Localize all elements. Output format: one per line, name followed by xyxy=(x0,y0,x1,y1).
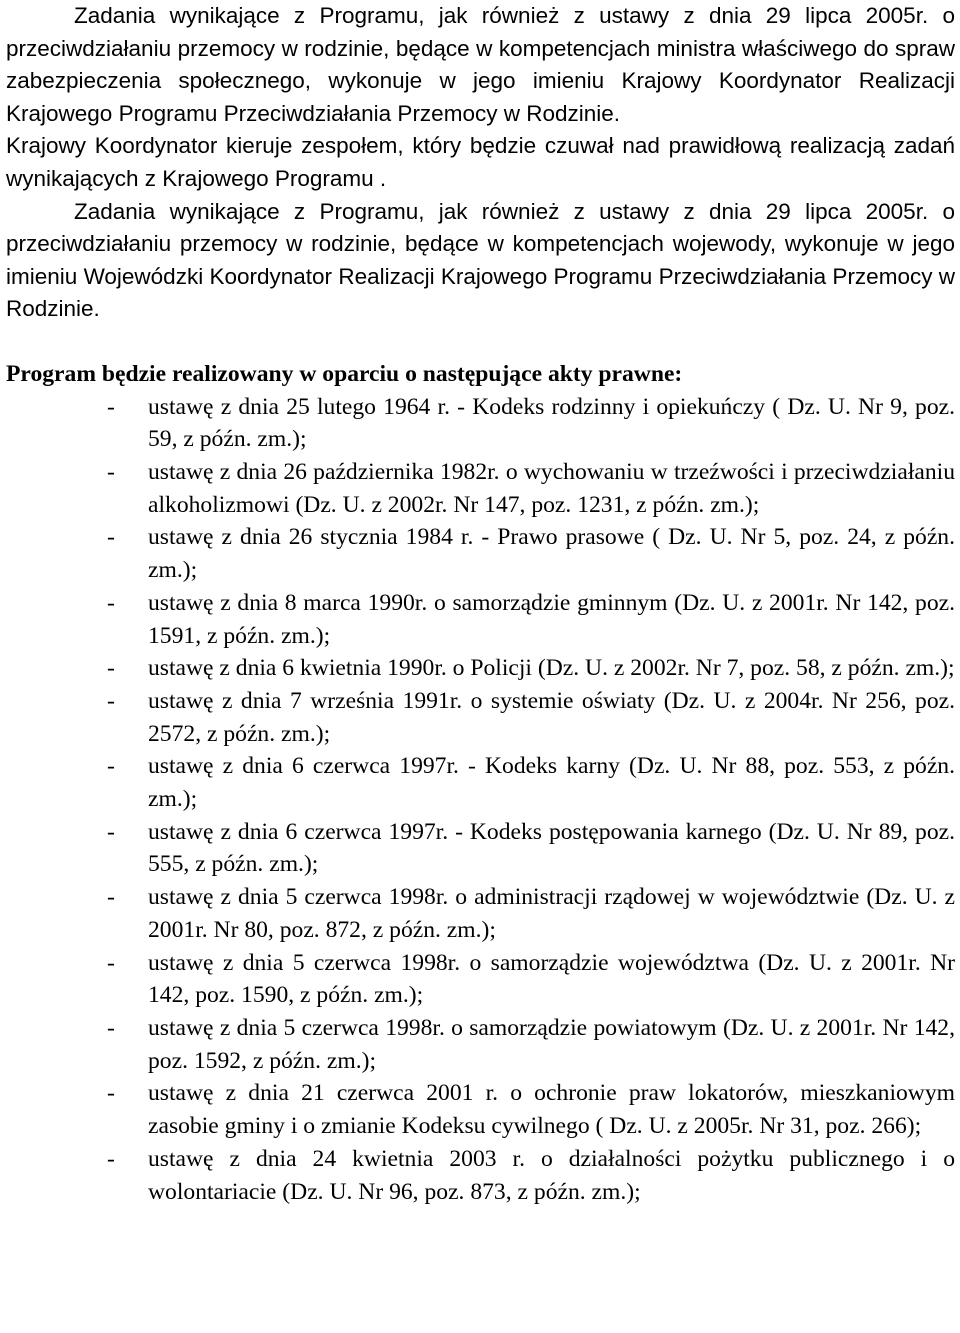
list-item xyxy=(6,652,955,685)
list-bullet: - xyxy=(107,949,115,976)
list-item-text: ustawę z dnia 5 czerwca 1998r. o samorządzie województwa (Dz. U. z 2001r. Nr 142, poz. 1590, z późn. zm.); xyxy=(148,949,955,1009)
list-item xyxy=(6,587,955,652)
list-item xyxy=(6,1012,955,1077)
list-bullet: - xyxy=(107,753,115,780)
document-page xyxy=(6,0,955,1208)
list-bullet: - xyxy=(107,1145,115,1172)
list-item xyxy=(6,685,955,750)
legal-acts-list xyxy=(6,391,955,1209)
list-bullet: - xyxy=(107,884,115,911)
list-bullet: - xyxy=(107,459,115,486)
list-item-text: ustawę z dnia 5 czerwca 1998r. o samorządzie powiatowym (Dz. U. z 2001r. Nr 142, poz. 1592, z późn. zm.); xyxy=(148,1015,955,1074)
list-item xyxy=(6,1143,955,1208)
paragraph-ministry-tasks: Zadania wynikające z Programu, jak również z ustawy z dnia 29 lipca 2005r. o przeciwdziałaniu przemocy w rodzinie, będące w kompetencjach ministra właściwego do spraw zabezpieczenia społecznego, wykonuje w jego imieniu Krajowy Koordynator Realizacji Krajowego Programu Przeciwdziałania Przemocy w Rodzinie. xyxy=(6,3,955,126)
list-item-text: ustawę z dnia 5 czerwca 1998r. o administracji rządowej w województwie (Dz. U. z 2001r. Nr 80, poz. 872, z późn. zm.); xyxy=(148,884,955,943)
list-item-text: ustawę z dnia 26 października 1982r. o wychowaniu w trzeźwości i przeciwdziałaniu alkoholizmowi (Dz. U. z 2002r. Nr 147, poz. 1231, z późn. zm.); xyxy=(148,459,955,518)
list-item-text: ustawę z dnia 25 lutego 1964 r. - Kodeks rodzinny i opiekuńczy ( Dz. U. Nr 9, poz. 59, z późn. zm.); xyxy=(148,393,955,453)
list-item xyxy=(6,521,955,586)
list-bullet: - xyxy=(107,524,115,551)
list-bullet: - xyxy=(107,687,115,714)
list-item-text: ustawę z dnia 24 kwietnia 2003 r. o działalności pożytku publicznego i o wolontariacie (Dz. U. Nr 96, poz. 873, z późn. zm.); xyxy=(148,1145,955,1205)
list-bullet: - xyxy=(107,1080,115,1107)
list-item xyxy=(6,881,955,946)
list-item-text: ustawę z dnia 7 września 1991r. o systemie oświaty (Dz. U. z 2004r. Nr 256, poz. 2572, z późn. zm.); xyxy=(148,687,955,747)
list-bullet: - xyxy=(107,1015,115,1041)
list-bullet: - xyxy=(107,818,115,845)
list-item xyxy=(6,816,955,881)
list-item-text: ustawę z dnia 26 stycznia 1984 r. - Prawo prasowe ( Dz. U. Nr 5, poz. 24, z późn. zm.); xyxy=(148,524,955,584)
list-item-text: ustawę z dnia 21 czerwca 2001 r. o ochronie praw lokatorów, mieszkaniowym zasobie gminy i o zmianie Kodeksu cywilnego ( Dz. U. z 2005r. Nr 31, poz. 266); xyxy=(148,1080,955,1140)
list-item xyxy=(6,750,955,815)
paragraph-voivode-tasks: Zadania wynikające z Programu, jak również z ustawy z dnia 29 lipca 2005r. o przeciwdziałaniu przemocy w rodzinie, będące w kompetencjach wojewody, wykonuje w jego imieniu Wojewódzki Koordynator Realizacji Krajowego Programu Przeciwdziałania Przemocy w Rodzinie. xyxy=(6,198,955,322)
list-bullet: - xyxy=(107,393,115,420)
list-item-text: ustawę z dnia 6 czerwca 1997r. - Kodeks postępowania karnego (Dz. U. Nr 89, poz. 555, z późn. zm.); xyxy=(148,818,955,878)
section-spacer xyxy=(6,326,955,358)
list-item xyxy=(6,1077,955,1142)
paragraph-coordinator-team: Krajowy Koordynator kieruje zespołem, który będzie czuwał nad prawidłową realizacją zadań wynikających z Krajowego Programu . xyxy=(6,133,955,191)
list-bullet: - xyxy=(107,589,115,616)
list-bullet: - xyxy=(107,655,115,682)
list-item-text: ustawę z dnia 6 kwietnia 1990r. o Policji (Dz. U. z 2002r. Nr 7, poz. 58, z późn. zm.); xyxy=(148,655,955,682)
list-item-text: ustawę z dnia 6 czerwca 1997r. - Kodeks karny (Dz. U. Nr 88, poz. 553, z późn. zm.); xyxy=(148,753,955,813)
legal-acts-heading: Program będzie realizowany w oparciu o następujące akty prawne: xyxy=(6,360,683,387)
list-item xyxy=(6,456,955,521)
list-item xyxy=(6,947,955,1012)
list-item xyxy=(6,391,955,456)
list-item-text: ustawę z dnia 8 marca 1990r. o samorządzie gminnym (Dz. U. z 2001r. Nr 142, poz. 1591, z późn. zm.); xyxy=(148,589,955,649)
